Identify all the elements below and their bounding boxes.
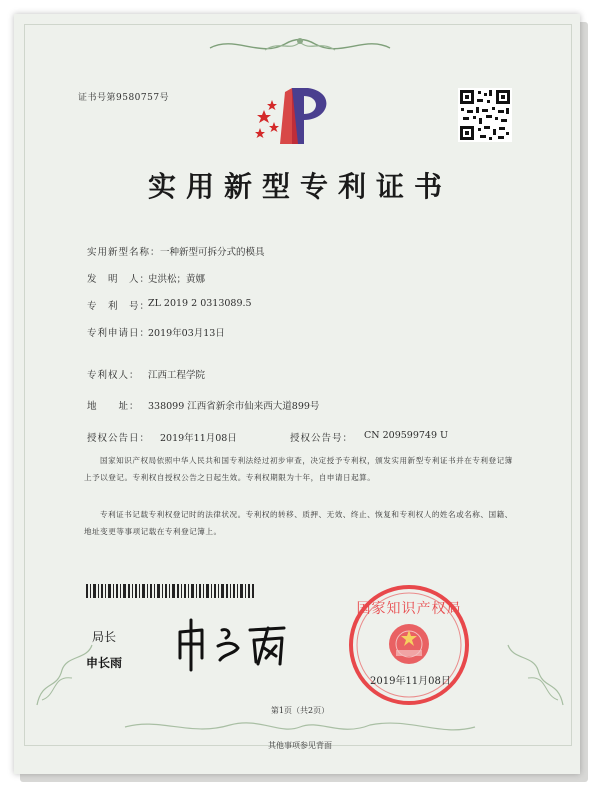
director-title: 局长 [92, 630, 117, 644]
certificate-title: 实用新型专利证书 [147, 170, 452, 203]
cnipa-logo-icon [250, 82, 340, 152]
utility-model-name: 一种新型可拆分式的模具 [160, 247, 265, 258]
address-value: 338099 江西省新余市仙来西大道899号 [148, 401, 320, 412]
barcode-icon [86, 584, 256, 600]
announcement-date-label: 授权公告日： [87, 433, 151, 444]
patentee-label: 专利权人： [87, 370, 140, 381]
corner-ornament-right [488, 640, 568, 710]
utility-model-name-label: 实用新型名称： [87, 247, 161, 258]
announcement-date: 2019年11月08日 [160, 433, 237, 444]
patentee-value: 江西工程学院 [148, 370, 206, 381]
announcement-number: CN 209599749 U [364, 430, 449, 441]
patent-number-label: 专 利 号： [87, 301, 151, 312]
seal-text: 国家知识产权局 [356, 601, 462, 617]
top-ornament [205, 30, 395, 60]
announcement-number-label: 授权公告号： [290, 433, 354, 444]
corner-ornament-left [32, 640, 112, 710]
grant-paragraph: 国家知识产权局依照中华人民共和国专利法经过初步审查，决定授予专利权，颁发实用新型专利证书并在专利登记簿上予以登记。专利权自授权公告之日起生效。专利权期限为十年，自申请日起算。 [84, 456, 513, 482]
record-paragraph: 专利证书记载专利权登记时的法律状况。专利权的转移、质押、无效、终止、恢复和专利权人的姓名或名称、国籍、地址变更等事项记载在专利登记簿上。 [84, 510, 513, 536]
application-date: 2019年03月13日 [148, 328, 225, 339]
application-date-label: 专利申请日： [87, 328, 151, 339]
inventor-value: 史洪松；黄娜 [148, 274, 206, 285]
qr-code-icon [458, 88, 512, 142]
bottom-ornament [120, 715, 480, 739]
footer-note: 其他事项参见背面 [268, 741, 332, 750]
patent-number: ZL 2019 2 0313089.5 [148, 298, 252, 309]
page-number: 第1页（共2页） [270, 706, 330, 715]
director-name: 申长雨 [86, 656, 123, 670]
seal-date: 2019年11月08日 [370, 676, 451, 687]
address-label: 地 址： [87, 401, 140, 412]
certificate-number: 证书号第9580757号 [78, 93, 170, 103]
inventor-label: 发 明 人： [87, 274, 151, 285]
director-signature [172, 614, 302, 674]
